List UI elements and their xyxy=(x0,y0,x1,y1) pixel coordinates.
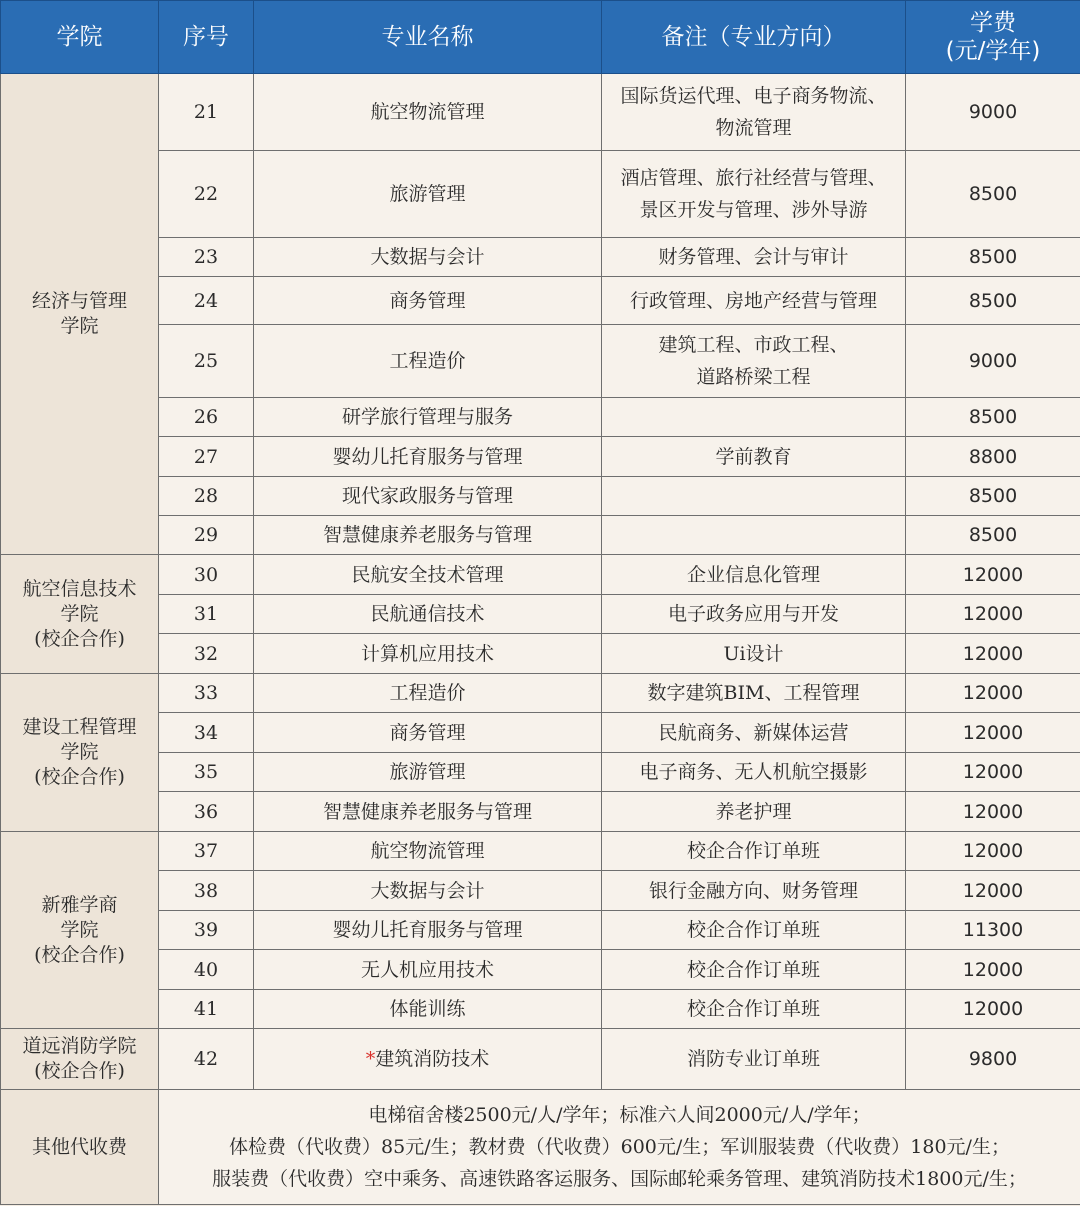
seq-cell: 37 xyxy=(159,832,254,871)
fee-cell: 12000 xyxy=(906,753,1080,792)
seq-cell: 38 xyxy=(159,871,254,911)
table-row xyxy=(1,151,1080,238)
note-cell: 银行金融方向、财务管理 xyxy=(602,871,906,911)
table-row xyxy=(1,753,1080,792)
seq-cell: 29 xyxy=(159,516,254,555)
college-aviation-line: 学院 xyxy=(60,602,99,625)
note-cell: 校企合作订单班 xyxy=(602,911,906,950)
college-econ xyxy=(1,74,159,555)
fee-cell: 11300 xyxy=(906,911,1080,950)
major-cell: 智慧健康养老服务与管理 xyxy=(254,792,602,832)
college-construction xyxy=(1,674,159,832)
major-cell: 智慧健康养老服务与管理 xyxy=(254,516,602,555)
fee-cell: 9800 xyxy=(906,1029,1080,1090)
note-cell: 电子商务、无人机航空摄影 xyxy=(602,753,906,792)
major-cell: 工程造价 xyxy=(254,674,602,713)
fee-cell: 12000 xyxy=(906,990,1080,1029)
seq-cell: 25 xyxy=(159,325,254,398)
major-cell: 工程造价 xyxy=(254,325,602,398)
other-fee-line: 电梯宿舍楼2500元/人/学年；标准六人间2000元/人/学年； xyxy=(368,1104,871,1126)
fee-cell: 12000 xyxy=(906,674,1080,713)
header-fee-line2: (元/学年) xyxy=(945,38,1041,64)
note-cell: 建筑工程、市政工程、 道路桥梁工程 xyxy=(602,325,906,398)
major-cell-text: 建筑消防技术 xyxy=(375,1048,490,1070)
college-econ-line: 经济与管理 xyxy=(31,290,127,312)
asterisk-mark: * xyxy=(365,1048,376,1070)
major-cell: 婴幼儿托育服务与管理 xyxy=(254,437,602,477)
major-cell: 商务管理 xyxy=(254,277,602,325)
note-cell: 企业信息化管理 xyxy=(602,555,906,595)
college-construction-line: 建设工程管理 xyxy=(22,716,137,738)
table-row xyxy=(1,832,1080,871)
seq-cell: 39 xyxy=(159,911,254,950)
fee-cell: 12000 xyxy=(906,595,1080,634)
fee-cell: 12000 xyxy=(906,832,1080,871)
note-cell: 酒店管理、旅行社经营与管理、 景区开发与管理、涉外导游 xyxy=(602,151,906,238)
college-construction-line: (校企合作) xyxy=(34,766,125,788)
seq-cell: 28 xyxy=(159,477,254,516)
seq-cell: 23 xyxy=(159,238,254,277)
major-cell: 民航安全技术管理 xyxy=(254,555,602,595)
seq-cell: 42 xyxy=(159,1029,254,1090)
header-fee xyxy=(906,1,1080,74)
seq-cell: 33 xyxy=(159,674,254,713)
note-cell: 校企合作订单班 xyxy=(602,832,906,871)
table-row xyxy=(1,398,1080,437)
seq-cell: 30 xyxy=(159,555,254,595)
table-row xyxy=(1,595,1080,634)
major-cell: 旅游管理 xyxy=(254,151,602,238)
fee-cell: 12000 xyxy=(906,713,1080,753)
header-note: 备注（专业方向） xyxy=(602,1,906,74)
college-other: 其他代收费 xyxy=(1,1090,159,1205)
other-fees-row xyxy=(1,1090,1080,1205)
college-fire xyxy=(1,1029,159,1090)
header-fee-line1: 学费 xyxy=(970,10,1016,36)
header-major: 专业名称 xyxy=(254,1,602,74)
fee-cell: 9000 xyxy=(906,74,1080,151)
college-econ-line: 学院 xyxy=(60,315,99,337)
fee-cell: 8500 xyxy=(906,151,1080,238)
fee-cell: 8500 xyxy=(906,398,1080,437)
table-row xyxy=(1,871,1080,911)
note-cell: 校企合作订单班 xyxy=(602,990,906,1029)
major-cell: 旅游管理 xyxy=(254,753,602,792)
major-cell: 现代家政服务与管理 xyxy=(254,477,602,516)
seq-cell: 35 xyxy=(159,753,254,792)
note-cell xyxy=(602,398,906,437)
fee-cell: 9000 xyxy=(906,325,1080,398)
note-cell: 电子政务应用与开发 xyxy=(602,595,906,634)
note-cell: 国际货运代理、电子商务物流、 物流管理 xyxy=(602,74,906,151)
note-cell: 学前教育 xyxy=(602,437,906,477)
major-cell: 研学旅行管理与服务 xyxy=(254,398,602,437)
note-cell: 养老护理 xyxy=(602,792,906,832)
college-xinya-line: 新雅学商 xyxy=(41,893,118,916)
college-aviation xyxy=(1,555,159,674)
other-fees-text xyxy=(159,1090,1080,1205)
note-cell: 校企合作订单班 xyxy=(602,950,906,990)
table-row xyxy=(1,437,1080,477)
major-cell: 大数据与会计 xyxy=(254,238,602,277)
other-fee-line: 服装费（代收费）空中乘务、高速铁路客运服务、国际邮轮乘务管理、建筑消防技术1800元/生； xyxy=(212,1168,1027,1190)
major-cell: 无人机应用技术 xyxy=(254,950,602,990)
college-aviation-line: (校企合作) xyxy=(34,627,125,650)
other-fee-line: 体检费（代收费）85元/生；教材费（代收费）600元/生；军训服装费（代收费）180元/生； xyxy=(229,1136,1010,1158)
table-row xyxy=(1,634,1080,674)
college-fire-line: 道远消防学院 xyxy=(22,1035,137,1057)
note-cell: 财务管理、会计与审计 xyxy=(602,238,906,277)
major-cell: 航空物流管理 xyxy=(254,74,602,151)
seq-cell: 36 xyxy=(159,792,254,832)
fee-cell: 12000 xyxy=(906,634,1080,674)
table-row xyxy=(1,516,1080,555)
table-row xyxy=(1,674,1080,713)
college-xinya xyxy=(1,832,159,1029)
note-cell: 消防专业订单班 xyxy=(602,1029,906,1090)
table-row xyxy=(1,477,1080,516)
table-row xyxy=(1,911,1080,950)
fee-cell: 8500 xyxy=(906,477,1080,516)
major-cell: 婴幼儿托育服务与管理 xyxy=(254,911,602,950)
header-seq: 序号 xyxy=(159,1,254,74)
seq-cell: 26 xyxy=(159,398,254,437)
major-cell: 航空物流管理 xyxy=(254,832,602,871)
table-row xyxy=(1,713,1080,753)
header-row xyxy=(1,1,1080,74)
fee-cell: 12000 xyxy=(906,871,1080,911)
seq-cell: 27 xyxy=(159,437,254,477)
fee-cell: 12000 xyxy=(906,950,1080,990)
major-cell: 民航通信技术 xyxy=(254,595,602,634)
seq-cell: 40 xyxy=(159,950,254,990)
college-fire-line: (校企合作) xyxy=(34,1060,125,1082)
major-cell: 商务管理 xyxy=(254,713,602,753)
seq-cell: 32 xyxy=(159,634,254,674)
note-cell xyxy=(602,477,906,516)
major-cell: 计算机应用技术 xyxy=(254,634,602,674)
table-row xyxy=(1,792,1080,832)
college-xinya-line: 学院 xyxy=(60,918,99,941)
major-cell xyxy=(254,1029,602,1090)
college-construction-line: 学院 xyxy=(60,741,99,763)
header-college: 学院 xyxy=(1,1,159,74)
note-cell: Ui设计 xyxy=(602,634,906,674)
fee-cell: 8500 xyxy=(906,277,1080,325)
major-cell: 大数据与会计 xyxy=(254,871,602,911)
fee-cell: 8500 xyxy=(906,238,1080,277)
fee-cell: 12000 xyxy=(906,555,1080,595)
table-row xyxy=(1,238,1080,277)
fee-cell: 8800 xyxy=(906,437,1080,477)
major-cell: 体能训练 xyxy=(254,990,602,1029)
college-aviation-line: 航空信息技术 xyxy=(22,577,137,600)
fee-cell: 12000 xyxy=(906,792,1080,832)
seq-cell: 31 xyxy=(159,595,254,634)
note-cell: 数字建筑BIM、工程管理 xyxy=(602,674,906,713)
seq-cell: 24 xyxy=(159,277,254,325)
table-row xyxy=(1,1029,1080,1090)
seq-cell: 34 xyxy=(159,713,254,753)
note-cell: 行政管理、房地产经营与管理 xyxy=(602,277,906,325)
seq-cell: 41 xyxy=(159,990,254,1029)
college-xinya-line: (校企合作) xyxy=(34,943,125,966)
table-row xyxy=(1,990,1080,1029)
seq-cell: 22 xyxy=(159,151,254,238)
seq-cell: 21 xyxy=(159,74,254,151)
table-row xyxy=(1,555,1080,595)
table-row xyxy=(1,74,1080,151)
note-cell: 民航商务、新媒体运营 xyxy=(602,713,906,753)
fee-cell: 8500 xyxy=(906,516,1080,555)
table-row xyxy=(1,277,1080,325)
note-cell xyxy=(602,516,906,555)
table-row xyxy=(1,950,1080,990)
table-row xyxy=(1,325,1080,398)
